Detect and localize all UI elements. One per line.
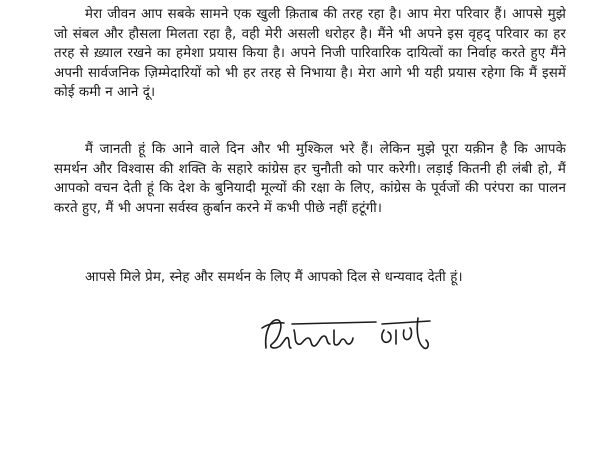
letter-paragraph-3: आपसे मिले प्रेम, स्नेह और समर्थन के लिए मैं आपको दिल से धन्यवाद देती हूं। [85,270,463,285]
letter-paragraph-2: मैं जानती हूं कि आने वाले दिन और भी मुश्किल भरे हैं। लेकिन मुझे पूरा यक़ीन है कि आपके समर्थन और विश्वास की शक्ति के सहारे कांग्रेस हर चुनौती को पार करेगी। लड़ाई कितनी ही लंबी हो, मैं आपको वचन देती हूं कि देश के बुनियादी मूल्यों की रक्षा के लिए, कांग्रेस के पूर्वजों की परंपरा का पालन करते हुए, मैं भी अपना सर्वस्व क़ुर्बान करने में कभी पीछे नहीं हटूंगी। [54,142,566,216]
handwritten-signature [258,308,438,372]
letter-paragraph-1: मेरा जीवन आप सबके सामने एक खुली क़िताब की तरह रहा है। आप मेरा परिवार हैं। आपसे मुझे जो संबल और हौसला मिलता रहा है, वही मेरी असली धरोहर है। मैंने भी अपने इस वृहद् परिवार का हर तरह से ख़्याल रखने का हमेशा प्रयास किया है। अपने निजी पारिवारिक दायित्वों का निर्वाह करते हुए मैंने अपनी सार्वजनिक ज़िम्मेदारियों को भी हर तरह से निभाया है। मेरा आगे भी यही प्रयास रहेगा कि मैं इसमें कोई कमी न आने दूं। [54,7,566,101]
